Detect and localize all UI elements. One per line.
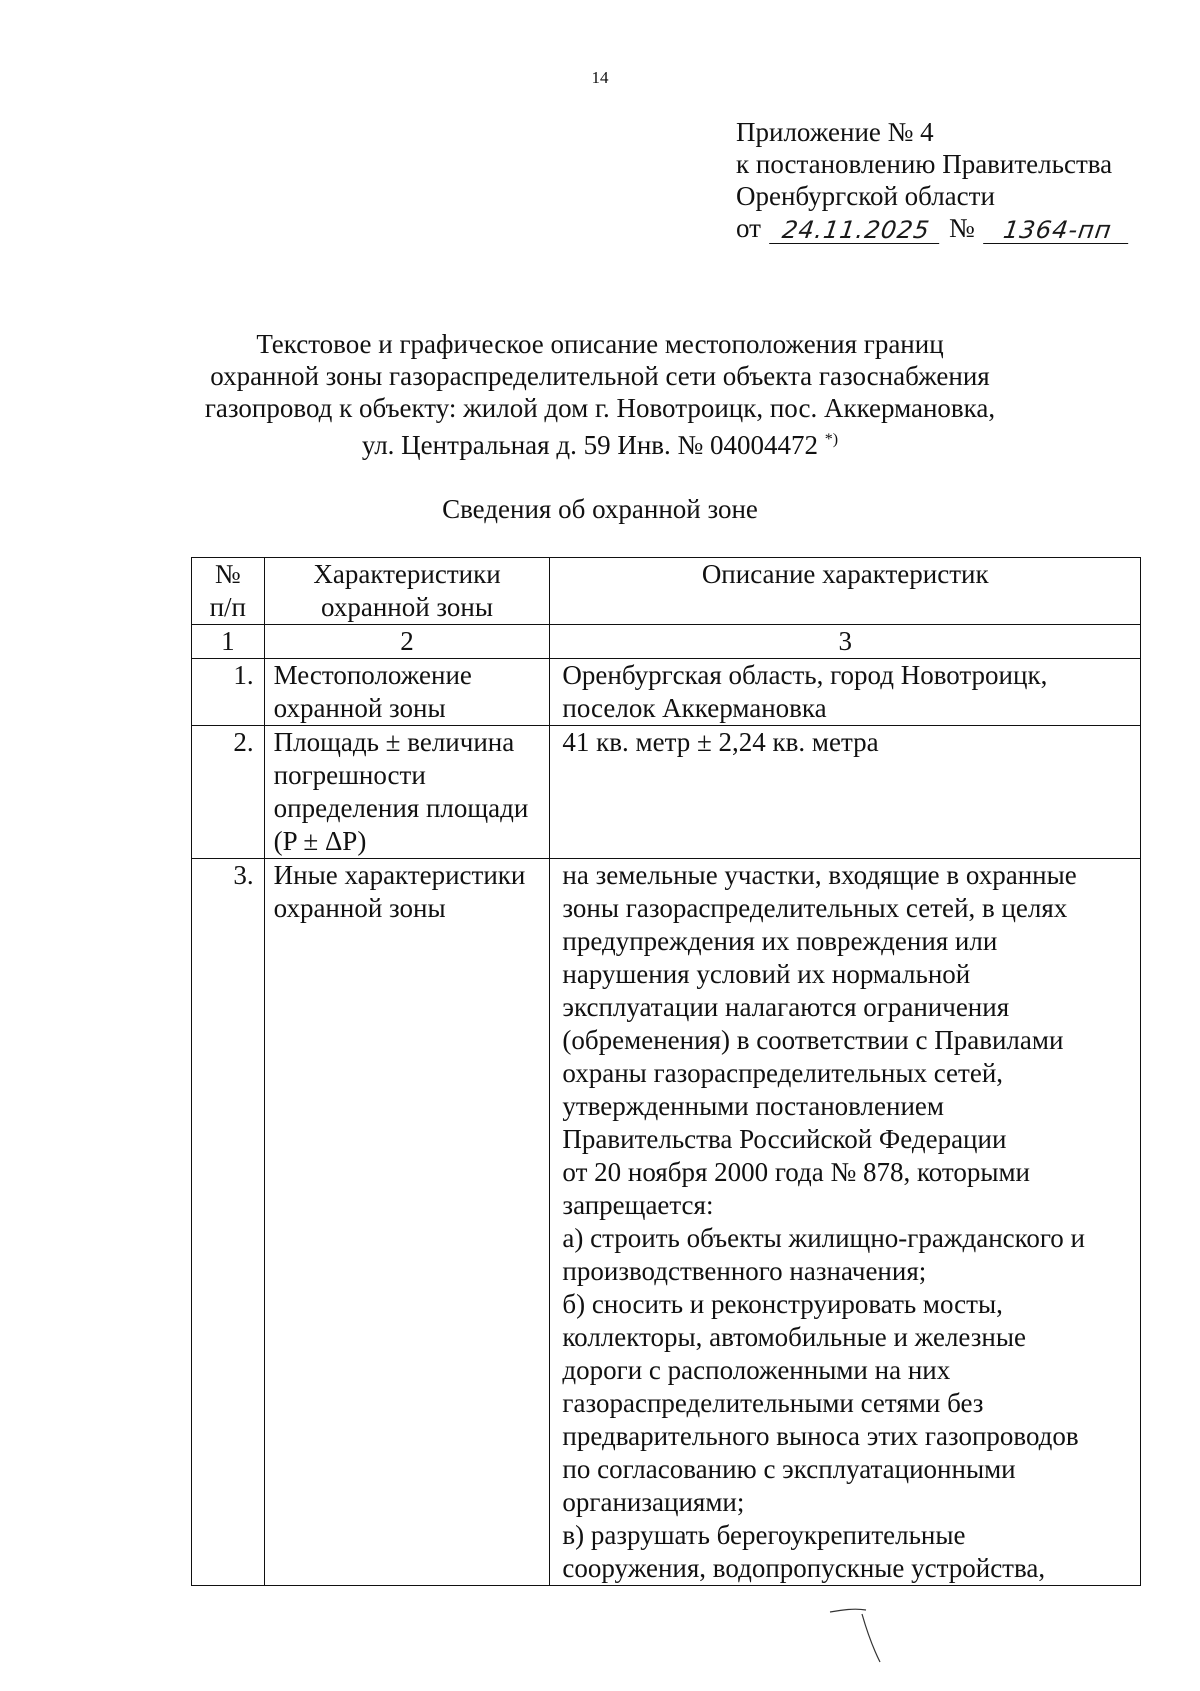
title-line-4-wrap bbox=[0, 424, 1200, 461]
row-description-line: предупреждения их повреждения или bbox=[562, 926, 998, 956]
appendix-line-3: Оренбургской области bbox=[736, 181, 995, 211]
appendix-date-number-line bbox=[736, 212, 1130, 244]
appendix-line-2: к постановлению Правительства bbox=[736, 149, 1113, 179]
row-label bbox=[264, 659, 550, 726]
index-cell-1: 1 bbox=[192, 625, 265, 659]
row-description-line: производственного назначения; bbox=[562, 1256, 927, 1286]
footnote-mark: *) bbox=[824, 431, 839, 448]
row-number: 3. bbox=[192, 859, 265, 1586]
table-row bbox=[192, 726, 1141, 859]
row-description-line: сооружения, водопропускные устройства, bbox=[562, 1553, 1046, 1583]
row-description bbox=[550, 859, 1141, 1586]
title-line-1: Текстовое и графическое описание местоположения границ bbox=[256, 329, 944, 359]
row-label-line: (P ± ΔP) bbox=[273, 826, 367, 856]
row-description-line: запрещается: bbox=[562, 1190, 714, 1220]
row-label-line: Площадь ± величина bbox=[273, 727, 515, 757]
row-description-line: газораспределительными сетями без bbox=[562, 1388, 984, 1418]
row-description-line: предварительного выноса этих газопроводов bbox=[562, 1421, 1079, 1451]
row-description-line: утвержденными постановлением bbox=[562, 1091, 944, 1121]
row-description bbox=[550, 659, 1141, 726]
zone-info-table bbox=[191, 557, 1141, 1586]
row-label bbox=[264, 859, 550, 1586]
header-characteristics-line-2: охранной зоны bbox=[321, 592, 494, 622]
row-description-line: организациями; bbox=[562, 1487, 745, 1517]
header-number-line-2: п/п bbox=[209, 592, 247, 622]
row-number: 1. bbox=[192, 659, 265, 726]
row-description-line: поселок Аккермановка bbox=[562, 693, 827, 723]
row-description-line: зоны газораспределительных сетей, в целях bbox=[562, 893, 1068, 923]
row-description-line: по согласованию с эксплуатационными bbox=[562, 1454, 1016, 1484]
title-line-3: газопровод к объекту: жилой дом г. Новотроицк, пос. Аккермановка, bbox=[204, 393, 996, 423]
header-characteristics-line-1: Характеристики bbox=[313, 559, 501, 589]
row-label-line: определения площади bbox=[273, 793, 529, 823]
row-description-line: дороги с расположенными на них bbox=[562, 1355, 951, 1385]
title-line-2: охранной зоны газораспределительной сети объекта газоснабжения bbox=[210, 361, 990, 391]
row-description-line: а) строить объекты жилищно-гражданского и bbox=[562, 1223, 1086, 1253]
row-description-line: в) разрушать берегоукрепительные bbox=[562, 1520, 966, 1550]
table-header-row bbox=[192, 558, 1141, 625]
table-row bbox=[192, 659, 1141, 726]
page-number: 14 bbox=[591, 68, 609, 87]
header-number-line-1: № bbox=[214, 559, 241, 589]
row-label-line: охранной зоны bbox=[273, 693, 446, 723]
document-title bbox=[0, 328, 1200, 461]
row-description-line: Оренбургская область, город Новотроицк, bbox=[562, 660, 1048, 690]
row-description-line: охраны газораспределительных сетей, bbox=[562, 1058, 1004, 1088]
pen-mark bbox=[828, 1606, 888, 1666]
header-number bbox=[192, 558, 265, 625]
handwritten-number: 1364-пп bbox=[983, 217, 1132, 244]
row-description-line: на земельные участки, входящие в охранные bbox=[562, 860, 1077, 890]
row-description-line: от 20 ноября 2000 года № 878, которыми bbox=[562, 1157, 1030, 1187]
table-index-row bbox=[192, 625, 1141, 659]
row-label-line: Местоположение bbox=[273, 660, 472, 690]
row-label-line: погрешности bbox=[273, 760, 426, 790]
row-label-line: охранной зоны bbox=[273, 893, 446, 923]
table-row bbox=[192, 859, 1141, 1586]
row-number: 2. bbox=[192, 726, 265, 859]
row-description-line: (обременения) в соответствии с Правилами bbox=[562, 1025, 1064, 1055]
header-description: Описание характеристик bbox=[550, 558, 1141, 625]
header-characteristics bbox=[264, 558, 550, 625]
index-cell-3: 3 bbox=[550, 625, 1141, 659]
row-label bbox=[264, 726, 550, 859]
row-description bbox=[550, 726, 1141, 859]
row-description-line: Правительства Российской Федерации bbox=[562, 1124, 1007, 1154]
row-description-line: коллекторы, автомобильные и железные bbox=[562, 1322, 1026, 1352]
row-description-line: эксплуатации налагаются ограничения bbox=[562, 992, 1010, 1022]
row-description-line: 41 кв. метр ± 2,24 кв. метра bbox=[562, 727, 879, 757]
row-label-line: Иные характеристики bbox=[273, 860, 526, 890]
row-description-line: б) сносить и реконструировать мосты, bbox=[562, 1289, 1003, 1319]
date-prefix: от bbox=[736, 213, 761, 243]
title-line-4: ул. Центральная д. 59 Инв. № 04004472 bbox=[361, 430, 819, 460]
appendix-block bbox=[736, 116, 1130, 244]
handwritten-date: 24.11.2025 bbox=[769, 217, 943, 244]
appendix-line-1: Приложение № 4 bbox=[736, 117, 934, 147]
row-description-line: нарушения условий их нормальной bbox=[562, 959, 971, 989]
section-subtitle: Сведения об охранной зоне bbox=[442, 494, 758, 524]
number-prefix: № bbox=[948, 213, 975, 243]
index-cell-2: 2 bbox=[264, 625, 550, 659]
